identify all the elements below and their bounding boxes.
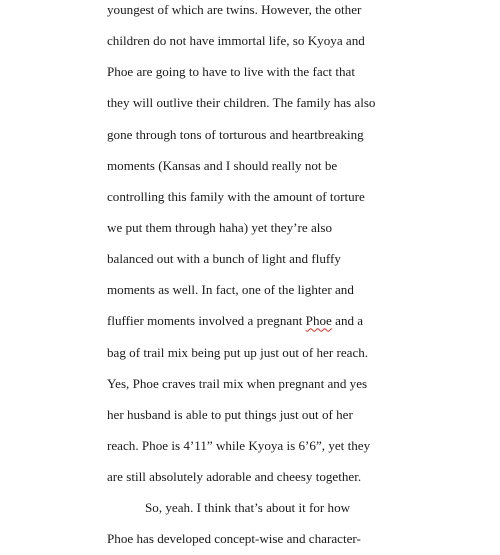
text-line: moments (Kansas and I should really not be (107, 157, 338, 173)
paragraph-start-line: So, yeah. I think that’s about it for how (145, 500, 351, 516)
text-line: balanced out with a bunch of light and fluffy (107, 251, 341, 267)
text-line: reach. Phoe is 4’11” while Kyoya is 6’6”, yet they (107, 437, 371, 453)
text-line: youngest of which are twins. However, the other (107, 2, 362, 17)
text-line: we put them through haha) yet they’re also (107, 219, 333, 235)
text-line (107, 305, 397, 336)
text-line: they will outlive their children. The family has also (107, 95, 376, 111)
text-line: bag of trail mix being put up just out of her reach. (107, 344, 369, 360)
text-line: controlling this family with the amount of torture (107, 188, 365, 204)
text-segment: and a (331, 313, 364, 329)
spellcheck-flagged-word[interactable]: Phoe (305, 313, 332, 329)
text-line: Phoe are going to have to live with the fact that (107, 64, 355, 80)
text-line: Phoe has developed concept-wise and character- (107, 531, 361, 547)
text-line: gone through tons of torturous and heartbreaking (107, 126, 364, 142)
document-body[interactable] (107, 0, 397, 555)
text-line: children do not have immortal life, so Kyoya and (107, 33, 365, 49)
text-line: Yes, Phoe craves trail mix when pregnant and yes (107, 375, 368, 391)
text-segment: fluffier moments involved a pregnant (107, 313, 306, 329)
text-line: are still absolutely adorable and cheesy together. (107, 469, 362, 485)
text-line: moments as well. In fact, one of the lighter and (107, 282, 354, 298)
text-line: her husband is able to put things just out of her (107, 406, 353, 422)
